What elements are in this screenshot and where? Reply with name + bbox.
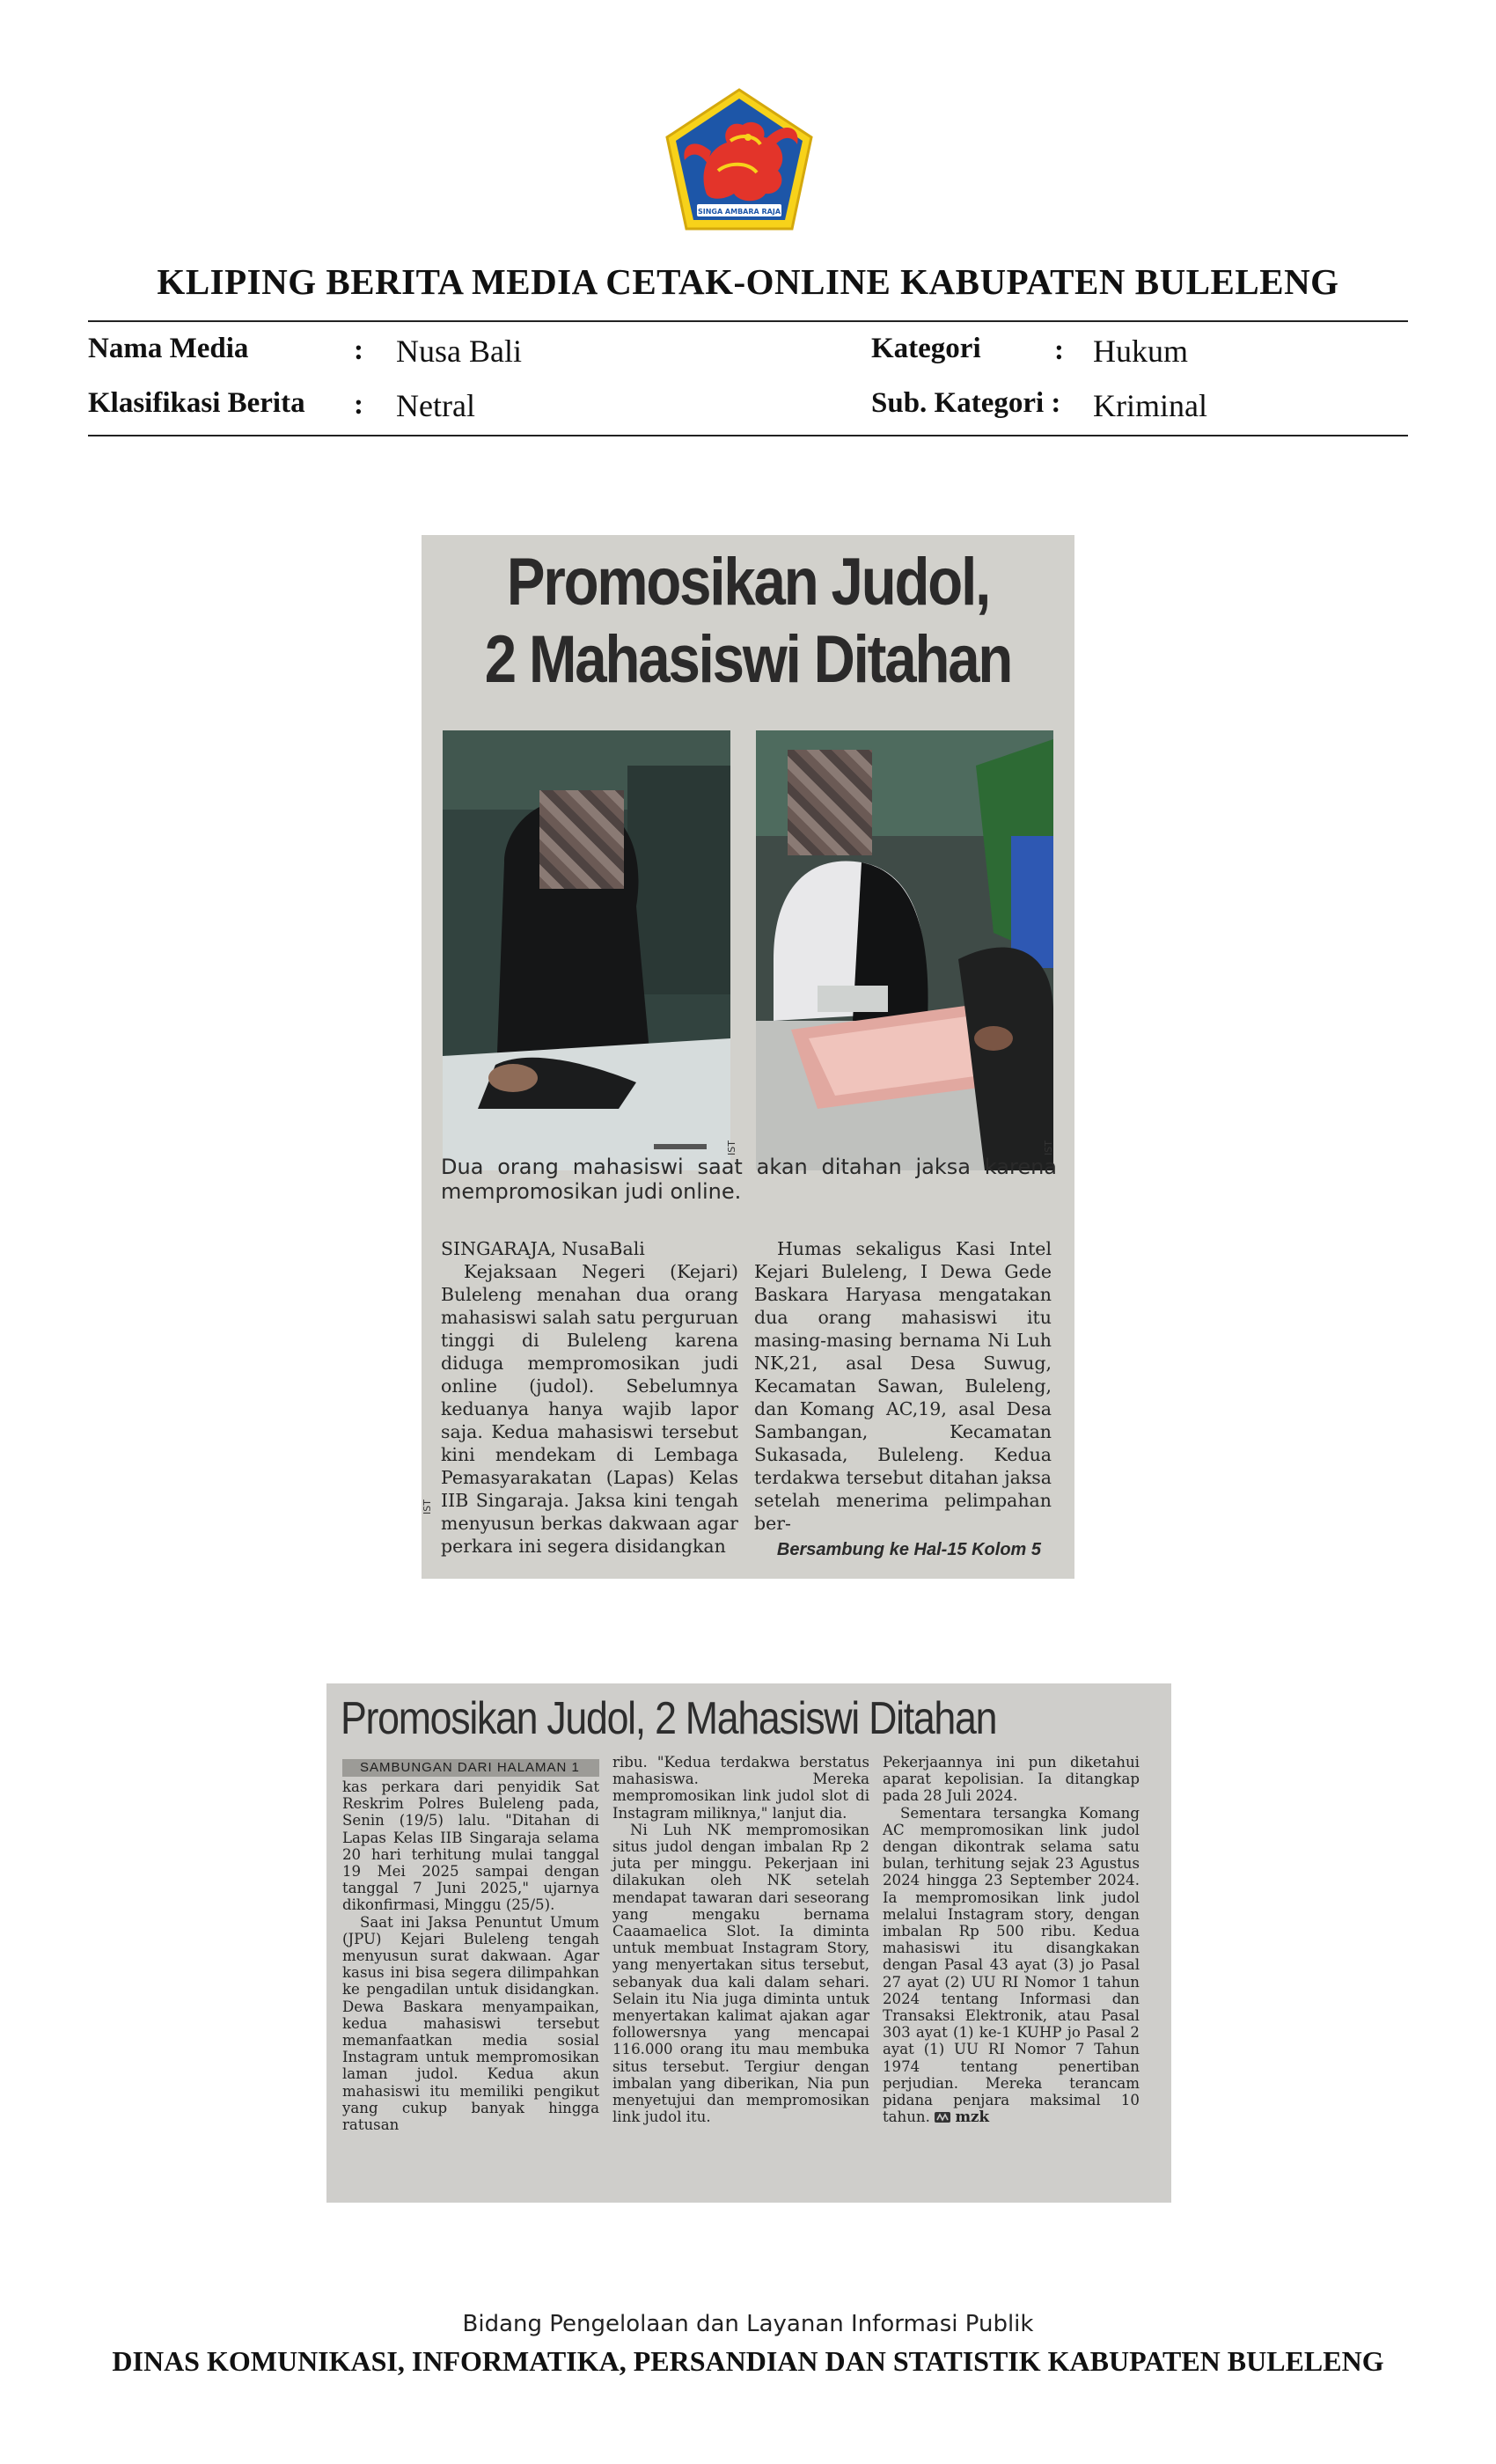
photo-credit-1: IST bbox=[725, 1140, 737, 1155]
bottom-divider bbox=[88, 435, 1408, 436]
cont-col1-p1: kas perkara dari penyidik Sat Reskrim Polres Buleleng pada, Senin (19/5) lalu. "Ditahan di Lapas Kelas IIB Singaraja selama 20 hari terhitung mulai tanggal 19 Mei 2025 sampai dengan tanggal 7 Juni 2025," ujarnya dikonfirmasi, Minggu (25/5). bbox=[342, 1778, 599, 1914]
cont-col3-p1: Pekerjaannya ini pun diketahui aparat kepolisian. Ia ditangkap pada 28 Juli 2024. bbox=[883, 1754, 1140, 1805]
continuation-column-2 bbox=[612, 1754, 869, 2125]
newspaper-clipping-continuation bbox=[326, 1683, 1171, 2203]
klasifikasi-colon: : bbox=[354, 389, 363, 421]
nusabali-mark-icon bbox=[935, 2112, 950, 2123]
cont-col2-p1: ribu. "Kedua terdakwa berstatus mahasiswa. Mereka mempromosikan link judol slot di Instagram miliknya," lanjut dia. bbox=[612, 1754, 869, 1822]
continuation-column-1 bbox=[342, 1778, 599, 2133]
photo-suspect-2 bbox=[756, 730, 1053, 1170]
article-body-col-1: Kejaksaan Negeri (Kejari) Buleleng menahan dua orang mahasiswi salah satu perguruan tinggi di Buleleng karena diduga mempromosikan judi online (judol). Sebelumnya keduanya hanya wajib lapor saja. Kedua mahasiswi tersebut kini mendekam di Lembaga Pemasyarakatan (Lapas) Kelas IIB Singaraja. Jaksa kini tengah menyusun berkas dakwaan agar perkara ini segera disidangkan bbox=[441, 1261, 738, 1557]
kategori-value: Hukum bbox=[1093, 334, 1188, 369]
klasifikasi-value: Netral bbox=[396, 388, 475, 423]
article-body-col-2: Humas sekaligus Kasi Intel Kejari Buleleng, I Dewa Gede Baskara Haryasa mengatakan dua orang mahasiswi itu masing-masing bernama Ni Luh NK,21, asal Desa Suwug, Kecamatan Sawan, Buleleng, dan Komang AC,19, asal Desa Sambangan, Kecamatan Sukasada, Buleleng. Kedua terdakwa tersebut ditahan jaksa setelah menerima pelimpahan ber- bbox=[754, 1238, 1052, 1534]
sub-kategori-value: Kriminal bbox=[1093, 388, 1207, 423]
nama-media-colon: : bbox=[354, 334, 363, 366]
blurred-face-1 bbox=[539, 790, 624, 889]
photo-caption: Dua orang mahasiswi saat akan ditahan jaksa karena mempromosikan judi online. bbox=[441, 1155, 1057, 1204]
nama-media-label: Nama Media bbox=[88, 333, 249, 364]
headline-line-2: 2 Mahasiswi Ditahan bbox=[484, 622, 1012, 697]
cont-col1-p2: Saat ini Jaksa Penuntut Umum (JPU) Kejari Buleleng tengah menyusun surat dakwaan. Agar kasus ini bisa segera dilimpahkan ke pengadilan untuk disidangkan. Dewa Baskara menyampaikan, kedua mahasiswi tersebut memanfaatkan media sosial Instagram untuk mempromosikan laman judol. Kedua akun mahasiswi itu memiliki pengikut yang cukup banyak hingga ratusan bbox=[342, 1913, 599, 2134]
article-column-1 bbox=[441, 1237, 738, 1558]
photo-credit-2: IST bbox=[1042, 1140, 1054, 1155]
singa-ambara-raja-crest-icon bbox=[660, 86, 818, 236]
kategori-label: Kategori bbox=[871, 333, 981, 364]
blurred-face-2 bbox=[788, 750, 872, 855]
clipping-headline bbox=[467, 544, 1029, 699]
newspaper-clipping-front-page bbox=[422, 535, 1074, 1579]
continuation-column-3 bbox=[883, 1754, 1140, 2125]
continuation-label-text: SAMBUNGAN DARI HALAMAN 1 bbox=[360, 1760, 580, 1775]
cont-col3-p2 bbox=[883, 1805, 1140, 2126]
page-title: KLIPING BERITA MEDIA CETAK-ONLINE KABUPATEN BULELENG bbox=[157, 261, 1339, 302]
continued-notice: Bersambung ke Hal-15 Kolom 5 bbox=[776, 1540, 1041, 1559]
photo-credit-3: IST bbox=[422, 1500, 433, 1514]
klasifikasi-label: Klasifikasi Berita bbox=[88, 387, 305, 419]
nama-media-value: Nusa Bali bbox=[396, 334, 522, 369]
continuation-label bbox=[342, 1759, 599, 1777]
cont-col2-p2: Ni Luh NK mempromosikan situs judol dengan imbalan Rp 2 juta per minggu. Pekerjaan ini dilakukan oleh NK setelah mendapat tawaran dari seseorang yang mengaku bernama Caaamaelica Slot. Ia diminta untuk membuat Instagram Story, yang menyertakan situs tersebut, sebanyak dua kali dalam sehari. Selain itu Nia juga diminta untuk menyertakan kalimat ajakan agar followersnya yang mencapai 116.000 orang itu mau membuka situs tersebut. Tergiur dengan imbalan yang diberikan, Nia pun menyetujui dan mempromosikan link judol itu. bbox=[612, 1821, 869, 2126]
top-divider bbox=[88, 320, 1408, 322]
author-initials: mzk bbox=[955, 2108, 989, 2126]
logo-text: SINGA AMBARA RAJA bbox=[697, 208, 781, 216]
cont-col3-p2-text: Sementara tersangka Komang AC mempromosikan link judol dengan dikontrak selama satu bulan, terhitung sejak 23 Agustus 2024 hingga 23 September 2024. Ia mempromosikan link judol melalui Instagram story, dengan imbalan Rp 500 ribu. Kedua mahasiswi itu disangkakan dengan Pasal 43 ayat (3) jo Pasal 27 ayat (2) UU RI Nomor 1 tahun 2024 tentang Informasi dan Transaksi Elektronik, atau Pasal 303 ayat (1) ke-1 KUHP jo Pasal 2 ayat (1) UU RI Nomor 7 Tahun 1974 tentang penertiban perjudian. Mereka terancam pidana penjara maksimal 10 tahun. bbox=[883, 1804, 1140, 2126]
sub-kategori-label: Sub. Kategori : bbox=[871, 387, 1061, 419]
photo-suspect-1 bbox=[443, 730, 730, 1170]
kategori-colon: : bbox=[1054, 334, 1064, 366]
clipping-2-headline: Promosikan Judol, 2 Mahasiswi Ditahan bbox=[341, 1693, 997, 1744]
footer-agency: DINAS KOMUNIKASI, INFORMATIKA, PERSANDIAN DAN STATISTIK KABUPATEN BULELENG bbox=[112, 2345, 1384, 2377]
article-column-2 bbox=[754, 1237, 1052, 1535]
dateline: SINGARAJA, NusaBali bbox=[441, 1238, 645, 1259]
footer-division: Bidang Pengelolaan dan Layanan Informasi Publik bbox=[462, 2311, 1034, 2337]
headline-line-1: Promosikan Judol, bbox=[506, 545, 990, 620]
